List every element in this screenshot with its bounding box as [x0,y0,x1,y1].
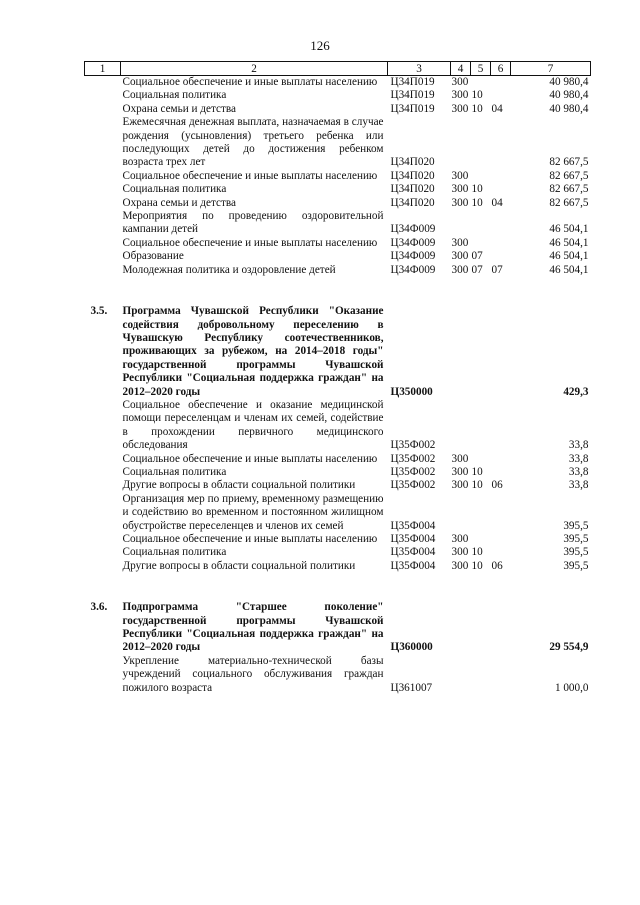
amount-cell: 46 504,1 [549,236,589,249]
expense-type-cell: 300 [451,196,469,209]
item-name-cell: Другие вопросы в области социальной политики [122,479,356,492]
amount-cell: 82 667,5 [549,156,589,169]
target-code-cell: Ц34П020 [390,196,435,209]
target-code-cell: Ц34Ф009 [390,250,436,263]
subsection-code-cell [491,493,511,533]
section-code-cell [471,170,491,183]
amount-cell: 429,3 [563,385,589,398]
item-name-cell: Молодежная политика и оздоровление детей [122,263,336,276]
table-row [85,237,591,250]
target-code-cell: Ц34П019 [390,89,435,102]
amount-cell: 46 504,1 [549,263,589,276]
section-code-cell [471,116,491,170]
subsection-code-cell [491,453,511,466]
column-header-6: 6 [491,62,511,76]
subsection-code-cell [491,305,511,399]
section-number-cell [85,170,121,183]
section-number-cell: 3.5. [90,305,108,318]
item-name-cell: Подпрограмма "Старшее поколение" государственной программы Чувашской Республики "Социальная поддержка граждан" на 2012–2020 годы [122,601,384,654]
item-name-cell: Социальное обеспечение и иные выплаты населению [122,236,378,249]
section-code-cell: 10 [471,465,483,478]
expense-type-cell: 300 [451,169,469,182]
spacer-row [85,277,591,305]
table-row [85,479,591,492]
section-code-cell [471,453,491,466]
target-code-cell: Ц34П019 [390,102,435,115]
subsection-code-cell: 06 [491,559,503,572]
section-number-cell [85,399,121,453]
target-code-cell: Ц35Ф004 [390,559,436,572]
amount-cell: 33,8 [568,465,589,478]
section-code-cell: 10 [471,183,483,196]
amount-cell: 82 667,5 [549,169,589,182]
table-row [85,197,591,210]
item-name-cell: Другие вопросы в области социальной политики [122,559,356,572]
section-number-cell [85,560,121,573]
expense-type-cell [451,655,471,695]
spacer-cell [85,573,591,601]
subsection-code-cell: 04 [491,102,503,115]
expense-type-cell: 300 [451,263,469,276]
section-code-cell: 10 [471,546,483,559]
table-header [85,62,591,76]
section-code-cell: 10 [471,479,483,492]
column-header-4: 4 [451,62,471,76]
table-row [85,116,591,170]
section-number-cell [85,89,121,102]
section-code-cell [471,305,491,399]
table-row [85,466,591,479]
table-row [85,210,591,237]
table-row [85,655,591,695]
table-row [85,76,591,90]
section-number-cell [85,479,121,492]
subsection-code-cell [491,89,511,102]
item-name-cell: Социальная политика [122,183,227,196]
expense-type-cell: 300 [451,465,469,478]
section-number-cell [85,116,121,170]
table-row [85,533,591,546]
section-number-cell [85,493,121,533]
section-number-cell [85,183,121,196]
expense-type-cell: 300 [451,559,469,572]
column-header-2: 2 [121,62,388,76]
section-number-cell [85,197,121,210]
target-code-cell: Ц360000 [390,641,433,654]
target-code-cell: Ц35Ф002 [390,479,436,492]
subsection-code-cell: 04 [491,196,503,209]
subsection-code-cell: 07 [491,263,503,276]
target-code-cell: Ц34П020 [390,183,435,196]
budget-table [84,61,591,695]
target-code-cell: Ц361007 [390,681,433,694]
amount-cell: 395,5 [563,533,589,545]
item-name-cell: Программа Чувашской Республики "Оказание содействия добровольному переселению в Чувашскую Республику соотечественников, проживающих за рубежом, на 2014–2018 годы" государственной программы Чувашской Республики "Социальная поддержка граждан" на 2012–2020 годы [122,305,384,398]
target-code-cell: Ц34Ф009 [390,223,436,236]
item-name-cell: Социальное обеспечение и иные выплаты населению [122,76,378,88]
section-code-cell [471,237,491,250]
column-header-5: 5 [471,62,491,76]
target-code-cell: Ц35Ф004 [390,546,436,559]
item-name-cell: Социальная политика [122,546,227,559]
subsection-code-cell [491,250,511,263]
target-code-cell: Ц34П020 [390,156,435,169]
item-name-cell: Охрана семьи и детства [122,102,236,115]
expense-type-cell: 300 [451,236,469,249]
subsection-code-cell [491,76,511,90]
subsection-code-cell [491,170,511,183]
expense-type-cell [451,601,471,655]
subsection-code-cell [491,237,511,250]
section-code-cell [471,655,491,695]
item-name-cell: Социальная политика [122,89,227,102]
section-row [85,305,591,399]
table-row [85,453,591,466]
section-number-cell [85,546,121,559]
section-code-cell: 10 [471,102,483,115]
section-code-cell: 10 [471,559,483,572]
section-code-cell [471,210,491,237]
column-header-3: 3 [388,62,451,76]
item-name-cell: Социальное обеспечение и иные выплаты населению [122,533,378,545]
section-number-cell [85,466,121,479]
expense-type-cell: 300 [451,452,469,465]
amount-cell: 33,8 [568,479,589,492]
target-code-cell: Ц35Ф002 [390,439,436,452]
expense-type-cell: 300 [451,102,469,115]
expense-type-cell: 300 [451,183,469,196]
expense-type-cell: 300 [451,546,469,559]
expense-type-cell [451,305,471,399]
expense-type-cell: 300 [451,250,469,263]
amount-cell: 82 667,5 [549,183,589,196]
amount-cell: 395,5 [563,519,589,532]
section-code-cell [471,601,491,655]
target-code-cell: Ц34Ф009 [390,236,436,249]
table-row [85,399,591,453]
subsection-code-cell: 06 [491,479,503,492]
table-row [85,560,591,573]
amount-cell: 46 504,1 [549,250,589,263]
expense-type-cell [451,399,471,453]
column-header-1: 1 [85,62,121,76]
section-number-cell [85,264,121,277]
target-code-cell: Ц35Ф002 [390,452,436,465]
target-code-cell: Ц35Ф004 [390,533,436,545]
spacer-row [85,573,591,601]
expense-type-cell: 300 [451,533,469,545]
amount-cell: 40 980,4 [549,102,589,115]
amount-cell: 46 504,1 [549,223,589,236]
subsection-code-cell [491,399,511,453]
spacer-cell [85,277,591,305]
table-row [85,183,591,196]
subsection-code-cell [491,655,511,695]
table-row [85,89,591,102]
section-number-cell [85,453,121,466]
target-code-cell: Ц34П019 [390,76,435,88]
section-number-cell [85,210,121,237]
section-number-cell [85,103,121,116]
section-number-cell [85,655,121,695]
section-code-cell: 07 [471,250,483,263]
item-name-cell: Мероприятия по проведению оздоровительной кампании детей [122,210,384,236]
section-code-cell: 10 [471,89,483,102]
section-number-cell [85,237,121,250]
section-row [85,601,591,655]
expense-type-cell: 300 [451,76,469,88]
target-code-cell: Ц35Ф002 [390,465,436,478]
target-code-cell: Ц35Ф004 [390,519,436,532]
section-number-cell [85,533,121,546]
amount-cell: 40 980,4 [549,89,589,102]
table-row [85,546,591,559]
section-code-cell [471,399,491,453]
amount-cell: 33,8 [568,452,589,465]
section-code-cell: 07 [471,263,483,276]
item-name-cell: Ежемесячная денежная выплата, назначаемая в случае рождения (усыновления) третьего ребенка или последующих детей до достижения ребенком возраста трех лет [122,116,384,169]
table-row [85,264,591,277]
section-number-cell [85,250,121,263]
expense-type-cell: 300 [451,89,469,102]
expense-type-cell [451,493,471,533]
header-row [85,62,591,76]
item-name-cell: Социальная политика [122,465,227,478]
subsection-code-cell [491,546,511,559]
item-name-cell: Социальное обеспечение и иные выплаты населению [122,452,378,465]
amount-cell: 29 554,9 [549,641,589,654]
item-name-cell: Социальное обеспечение и иные выплаты населению [122,169,378,182]
expense-type-cell [451,210,471,237]
table-body [85,76,591,696]
expense-type-cell [451,116,471,170]
item-name-cell: Образование [122,250,184,263]
page-number: 126 [310,38,330,53]
item-name-cell: Охрана семьи и детства [122,196,236,209]
subsection-code-cell [491,466,511,479]
amount-cell: 82 667,5 [549,196,589,209]
subsection-code-cell [491,533,511,546]
target-code-cell: Ц34П020 [390,169,435,182]
amount-cell: 395,5 [563,559,589,572]
subsection-code-cell [491,210,511,237]
amount-cell: 33,8 [568,439,589,452]
item-name-cell: Социальное обеспечение и оказание медицинской помощи переселенцам и членам их семей, содействие в прохождении первичного медицинского обследования [122,398,384,452]
section-code-cell [471,533,491,546]
item-name-cell: Укрепление материально-технической базы учреждений социального обслуживания граждан пожилого возраста [122,654,384,694]
amount-cell: 395,5 [563,546,589,559]
target-code-cell: Ц34Ф009 [390,263,436,276]
subsection-code-cell [491,601,511,655]
section-code-cell [471,493,491,533]
target-code-cell: Ц350000 [390,385,433,398]
column-header-7: 7 [511,62,591,76]
section-number-cell: 3.6. [90,601,108,614]
expense-type-cell: 300 [451,479,469,492]
section-code-cell: 10 [471,196,483,209]
amount-cell: 40 980,4 [549,76,589,88]
section-code-cell [471,76,491,90]
amount-cell: 1 000,0 [554,681,589,694]
section-number-cell [85,76,121,90]
subsection-code-cell [491,183,511,196]
table-row [85,170,591,183]
subsection-code-cell [491,116,511,170]
table-row [85,250,591,263]
table-row [85,103,591,116]
table-row [85,493,591,533]
item-name-cell: Организация мер по приему, временному размещению и содействию во временном и постоянном жилищном обустройстве переселенцев и членов их семей [122,492,384,532]
